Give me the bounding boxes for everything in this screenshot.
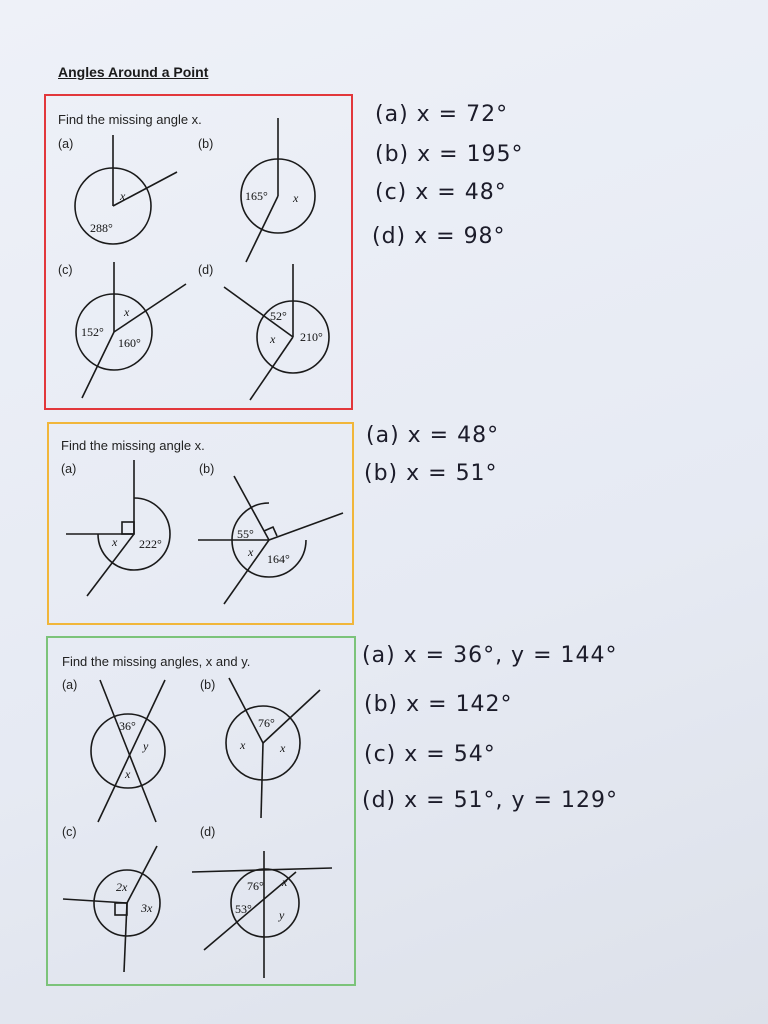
section-1-part-c-label: (c) bbox=[58, 263, 73, 277]
label-2b-55: 55° bbox=[237, 527, 254, 541]
section-2-prompt: Find the missing angle x. bbox=[61, 438, 205, 453]
label-1b-165: 165° bbox=[245, 189, 268, 203]
label-1d-x: x bbox=[270, 332, 276, 346]
label-3a-36: 36° bbox=[119, 719, 136, 733]
label-3a-x: x bbox=[125, 767, 131, 781]
label-2b-x: x bbox=[248, 545, 254, 559]
label-2a-222: 222° bbox=[139, 537, 162, 551]
page-title: Angles Around a Point bbox=[58, 64, 209, 80]
answer-1a: (a) x = 72° bbox=[375, 102, 509, 127]
section-1-part-b-label: (b) bbox=[198, 137, 214, 151]
label-1d-210: 210° bbox=[300, 330, 323, 344]
section-1-part-d-label: (d) bbox=[198, 263, 214, 277]
label-3c-2x: 2x bbox=[116, 880, 128, 894]
answer-1d: (d) x = 98° bbox=[372, 224, 506, 249]
answer-2a: (a) x = 48° bbox=[366, 423, 500, 448]
label-3a-y: y bbox=[143, 739, 149, 753]
diagram-2a bbox=[66, 460, 170, 596]
diagram-3a bbox=[91, 680, 165, 822]
answer-1c: (c) x = 48° bbox=[375, 180, 507, 205]
label-1c-x: x bbox=[124, 305, 130, 319]
label-3d-76: 76° bbox=[247, 879, 264, 893]
label-1b-x: x bbox=[293, 191, 299, 205]
section-3-prompt: Find the missing angles, x and y. bbox=[62, 654, 251, 669]
label-3d-53: 53° bbox=[235, 902, 252, 916]
label-3c-3x: 3x bbox=[141, 901, 153, 915]
label-3b-x-right: x bbox=[280, 741, 286, 755]
label-1d-52: 52° bbox=[270, 309, 287, 323]
label-2b-164: 164° bbox=[267, 552, 290, 566]
label-3b-76: 76° bbox=[258, 716, 275, 730]
answer-2b: (b) x = 51° bbox=[364, 461, 498, 486]
section-3-part-b-label: (b) bbox=[200, 678, 216, 692]
answer-3a: (a) x = 36°, y = 144° bbox=[362, 643, 618, 668]
section-1-prompt: Find the missing angle x. bbox=[58, 112, 202, 127]
label-1a-288: 288° bbox=[90, 221, 113, 235]
label-3d-y: y bbox=[279, 908, 285, 922]
answer-1b: (b) x = 195° bbox=[375, 142, 524, 167]
label-1c-152: 152° bbox=[81, 325, 104, 339]
section-2-part-b-label: (b) bbox=[199, 462, 215, 476]
section-3-part-a-label: (a) bbox=[62, 678, 78, 692]
diagram-2b bbox=[198, 476, 343, 604]
label-1a-x: x bbox=[120, 189, 126, 203]
section-3-part-d-label: (d) bbox=[200, 825, 216, 839]
answer-3c: (c) x = 54° bbox=[364, 742, 496, 767]
section-1-part-a-label: (a) bbox=[58, 137, 74, 151]
section-3-part-c-label: (c) bbox=[62, 825, 77, 839]
label-2a-x: x bbox=[112, 535, 118, 549]
label-3d-x: x bbox=[282, 875, 288, 889]
answer-3d: (d) x = 51°, y = 129° bbox=[362, 788, 618, 813]
diagram-3d bbox=[192, 851, 332, 978]
answer-3b: (b) x = 142° bbox=[364, 692, 513, 717]
label-1c-160: 160° bbox=[118, 336, 141, 350]
label-3b-x-left: x bbox=[240, 738, 246, 752]
section-2-part-a-label: (a) bbox=[61, 462, 77, 476]
